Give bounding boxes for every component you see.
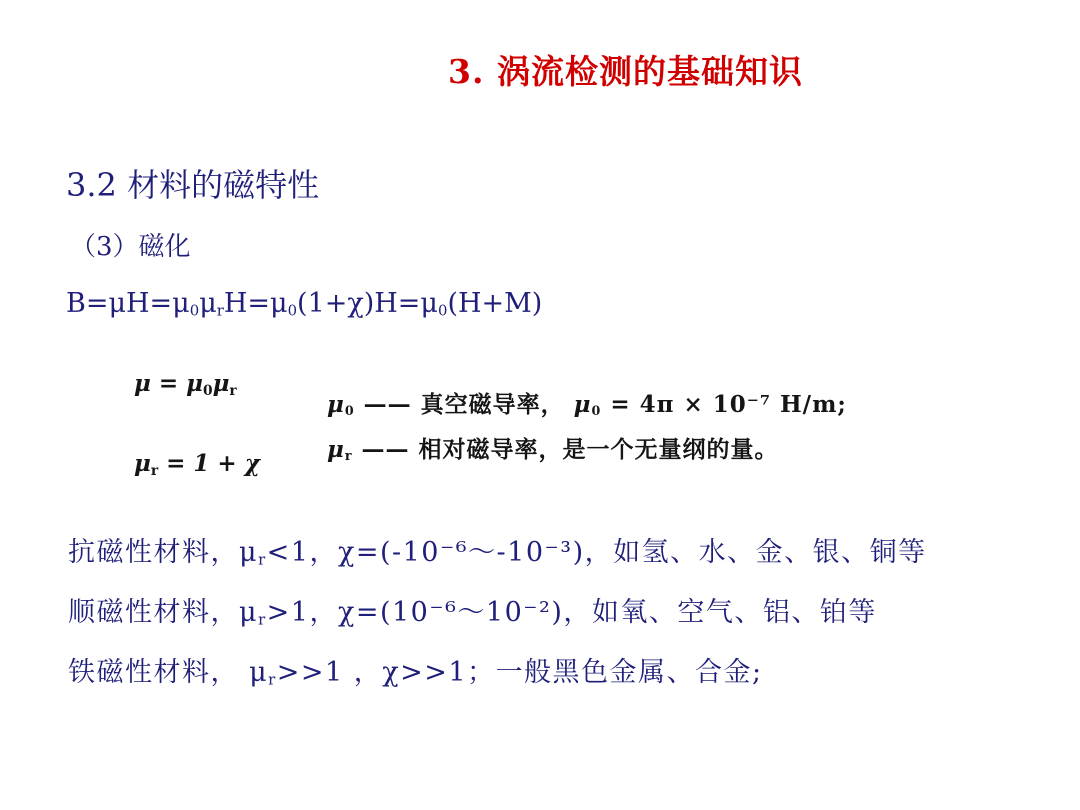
definition-value: = 4π × 10⁻⁷ H/m;	[601, 391, 847, 418]
material-symbol-subscript: r	[258, 550, 267, 569]
formula-image	[122, 362, 922, 488]
material-symbol-subscript: r	[258, 610, 267, 629]
material-examples: 如氢、水、金、银、铜等	[613, 537, 927, 568]
symbol: μ	[573, 391, 592, 418]
paramagnetic-material-line	[68, 590, 877, 629]
vacuum-permeability-definition	[327, 386, 847, 419]
symbol: μ	[327, 436, 345, 463]
equation-subscript: r	[216, 301, 224, 320]
formula-text: μ	[134, 450, 151, 477]
material-symbol: μ	[239, 597, 259, 628]
formula-text: μ = μ	[134, 370, 203, 397]
formula-text: = 1 + χ	[158, 450, 260, 477]
equation-part: μ	[199, 288, 217, 319]
permeability-formula	[134, 370, 237, 399]
formula-subscript: r	[229, 383, 237, 400]
diamagnetic-material-line	[68, 530, 927, 569]
section-heading: 3.2 材料的磁特性	[66, 166, 320, 204]
relative-permeability-formula	[134, 450, 260, 479]
material-symbol: μ	[249, 657, 269, 688]
formula-text: μ	[212, 370, 230, 397]
equation-subscript: 0	[287, 301, 298, 320]
material-symbol: μ	[239, 537, 259, 568]
equation-part: B=μH=μ	[66, 288, 190, 319]
equation-part: H=μ	[223, 288, 288, 319]
equation-subscript: 0	[437, 301, 448, 320]
symbol-subscript: 0	[344, 403, 355, 419]
symbol-subscript: 0	[591, 403, 602, 419]
material-symbol-subscript: r	[268, 670, 277, 689]
formula-subscript: r	[150, 463, 159, 480]
formula-subscript: 0	[202, 383, 213, 400]
definition-text: —— 相对磁导率，是一个无量纲的量。	[352, 436, 779, 463]
ferromagnetic-material-line	[68, 650, 763, 689]
material-name: 抗磁性材料，	[68, 537, 239, 568]
relative-permeability-definition	[327, 431, 779, 464]
material-examples: 一般黑色金属、合金;	[495, 657, 763, 688]
equation-subscript: 0	[189, 301, 200, 320]
material-condition: <1，χ=(-10⁻⁶～-10⁻³)，	[266, 537, 614, 568]
symbol-subscript: r	[344, 448, 353, 464]
slide-title: 3. 涡流检测的基础知识	[448, 52, 803, 91]
material-examples: 如氧、空气、铝、铂等	[591, 597, 877, 628]
material-condition: >>1 ，χ>>1；	[276, 657, 496, 688]
equation-part: (1+χ)H=μ	[297, 288, 438, 319]
sub-heading: （3）磁化	[70, 232, 191, 262]
symbol: μ	[327, 391, 345, 418]
material-name: 铁磁性材料，	[68, 657, 250, 688]
material-name: 顺磁性材料，	[68, 597, 239, 628]
material-condition: >1，χ=(10⁻⁶～10⁻²)，	[266, 597, 592, 628]
definition-text: —— 真空磁导率，	[354, 391, 574, 418]
equation-part: (H+M)	[447, 288, 543, 319]
magnetization-equation	[66, 288, 542, 320]
